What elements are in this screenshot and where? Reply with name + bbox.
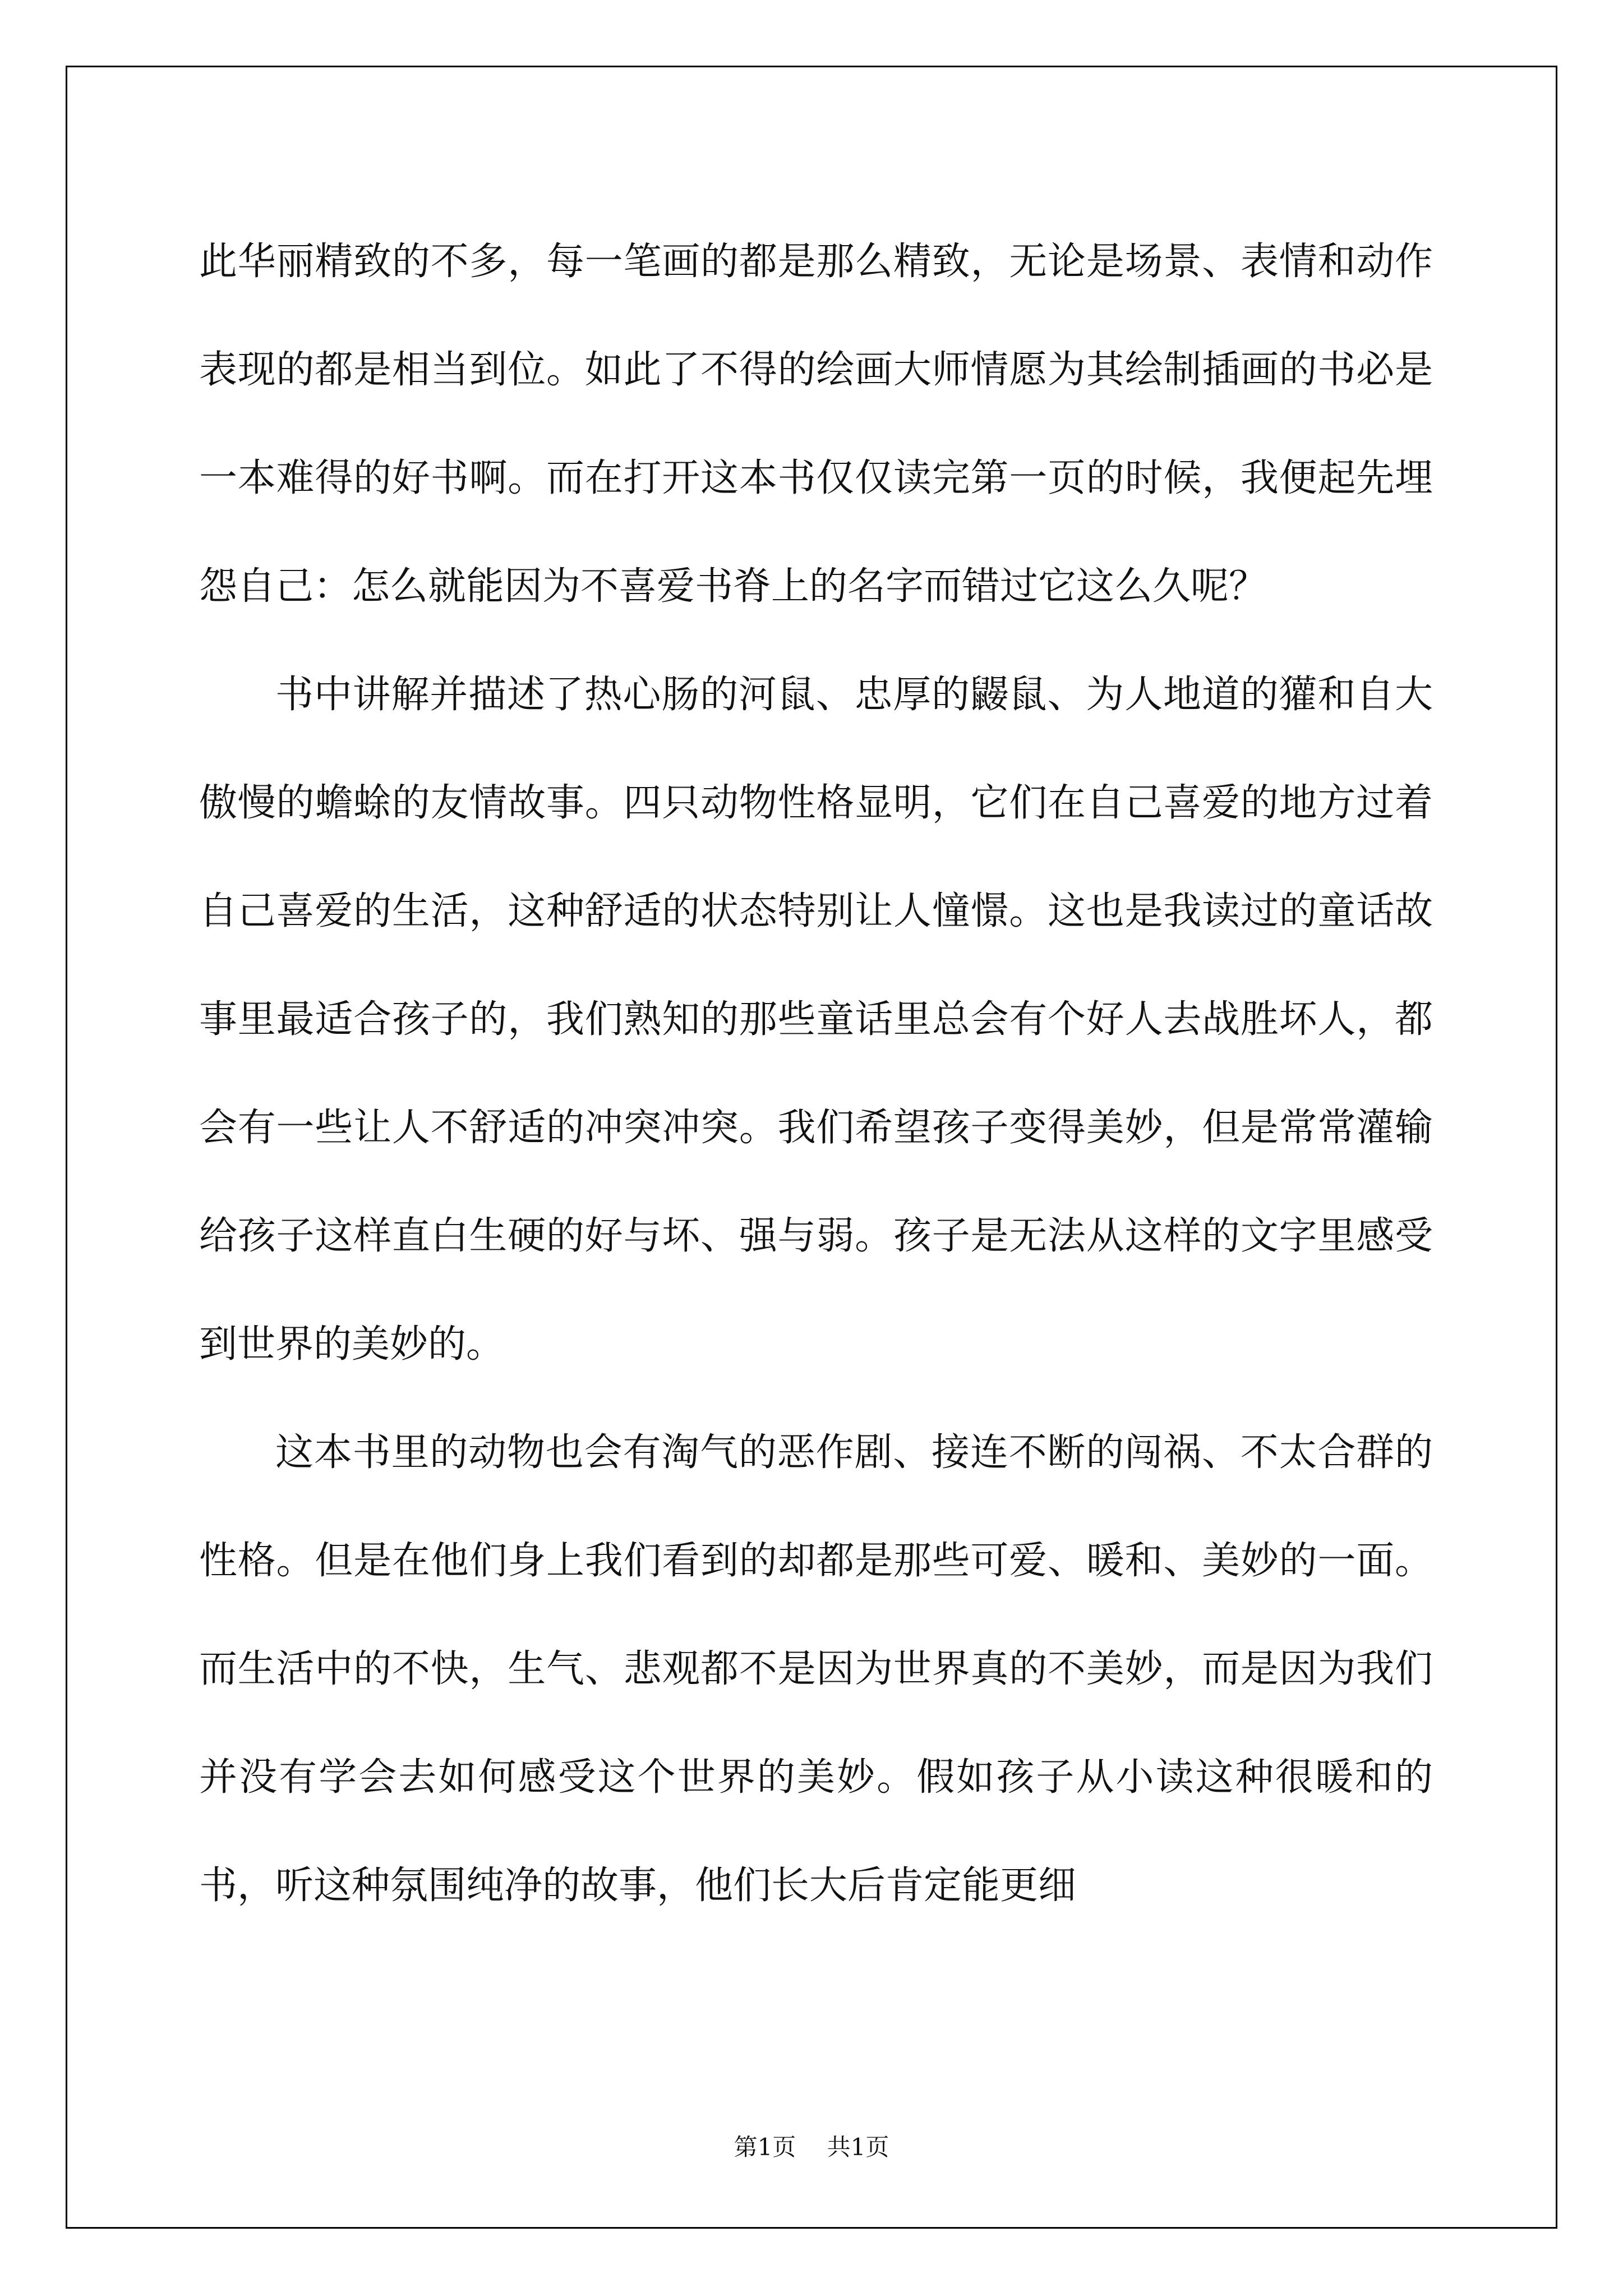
paragraph-2: 书中讲解并描述了热心肠的河鼠、忠厚的鼹鼠、为人地道的獾和自大傲慢的蟾蜍的友情故事。四只动物性格显明，它们在自己喜爱的地方过着自己喜爱的生活，这种舒适的状态特别让人憧憬。这也是我读过的童话故事里最适合孩子的，我们熟知的那些童话里总会有个好人去战胜坏人，都会有一些让人不舒适的冲突冲突。我们希望孩子变得美妙，但是常常灌输给孩子这样直白生硬的好与坏、强与弱。孩子是无法从这样的文字里感受到世界的美妙的。 xyxy=(199,673,1433,1366)
page-footer xyxy=(0,2129,1623,2162)
document-body xyxy=(199,208,1433,1940)
paragraph-1: 此华丽精致的不多，每一笔画的都是那么精致，无论是场景、表情和动作表现的都是相当到位。如此了不得的绘画大师情愿为其绘制插画的书必是一本难得的好书啊。而在打开这本书仅仅读完第一页的时候，我便起先埋怨自己：怎么就能因为不喜爱书脊上的名字而错过它这么久呢？ xyxy=(199,240,1433,609)
page-number: 第1页 xyxy=(734,2133,796,2161)
page-total: 共1页 xyxy=(827,2133,889,2161)
paragraph-3: 这本书里的动物也会有淘气的恶作剧、接连不断的闯祸、不太合群的性格。但是在他们身上我们看到的却都是那些可爱、暖和、美妙的一面。而生活中的不快，生气、悲观都不是因为世界真的不美妙，而是因为我们并没有学会去如何感受这个世界的美妙。假如孩子从小读这种很暖和的书，听这种氛围纯净的故事，他们长大后肯定能更细 xyxy=(199,1430,1433,1908)
